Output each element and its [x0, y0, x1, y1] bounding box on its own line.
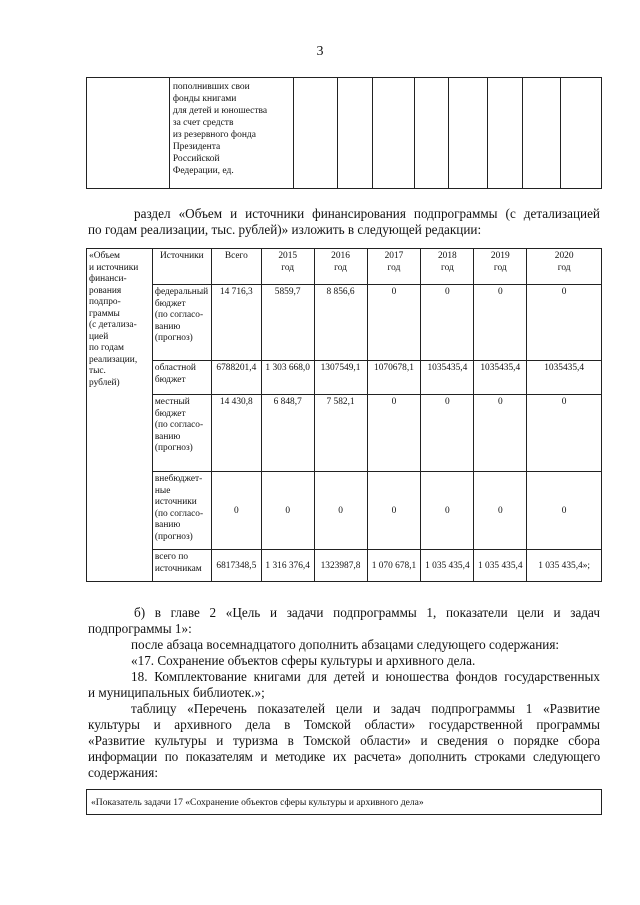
row-header-line: рублей): [89, 377, 120, 388]
row-header-line: (с детализа-: [89, 320, 137, 330]
top-table-line: из резервного фонда: [172, 130, 256, 140]
total-cell: 6817348,5: [211, 550, 261, 582]
value-cell: 1035435,4: [474, 361, 527, 395]
table-row: [87, 550, 602, 582]
paragraph2-line5: 18. Комплектование книгами для детей и юношества фондов государственных: [131, 669, 600, 684]
value-cell: 1307549,1: [314, 361, 367, 395]
paragraph2-line1: б) в главе 2 «Цель и задачи подпрограммы 1, показатели цели и задач: [134, 605, 600, 620]
header-year-2017: 2017 год: [367, 249, 421, 285]
top-table-line: Федерации, ед.: [172, 166, 234, 176]
header-year-2015: 2015 год: [261, 249, 314, 285]
paragraph2-line8: культуры и архивного дела в Томской области» государственной программы: [88, 717, 600, 732]
value-cell: 1035435,4: [421, 361, 474, 395]
source-cell: внебюджет- ные источники (по согласо- ванию (прогноз): [152, 472, 211, 550]
value-cell: 1070678,1: [367, 361, 421, 395]
value-cell: 0: [474, 395, 527, 472]
value-cell: 5859,7: [261, 285, 314, 361]
value-cell: 1 316 376,4: [261, 550, 314, 582]
paragraph1-line2: по годам реализации, тыс. рублей)» изложить в следующей редакции:: [88, 222, 482, 237]
source-cell: местный бюджет (по согласо- ванию (прогноз): [152, 395, 211, 472]
quote-box: [86, 789, 602, 815]
value-cell: 0: [367, 395, 421, 472]
value-cell: 1 303 668,0: [261, 361, 314, 395]
value-cell: 7 582,1: [314, 395, 367, 472]
value-cell: 0: [367, 472, 421, 550]
paragraph2-line3: после абзаца восемнадцатого дополнить абзацами следующего содержания:: [131, 637, 560, 652]
value-cell: 1 070 678,1: [367, 550, 421, 582]
top-table-cell: [561, 78, 602, 189]
value-cell: 0: [261, 472, 314, 550]
table-row: [87, 395, 602, 472]
top-table: [86, 77, 602, 189]
header-sources: Источники: [152, 249, 211, 285]
header-year-2016: 2016 год: [314, 249, 367, 285]
value-cell: 0: [474, 472, 527, 550]
value-cell: 0: [474, 285, 527, 361]
paragraph2-line10: информации по показателям и методике их расчета» дополнить строками следующего: [88, 749, 600, 764]
row-header-line: рования: [89, 285, 122, 296]
top-table-cell: [523, 78, 561, 189]
value-cell: 1 035 435,4: [421, 550, 474, 582]
source-cell: областной бюджет: [152, 361, 211, 395]
header-year-2018: 2018 год: [421, 249, 474, 285]
row-header-line: «Объем: [89, 251, 120, 261]
table-row: [87, 361, 602, 395]
total-cell: 0: [211, 472, 261, 550]
value-cell: 1035435,4: [527, 361, 602, 395]
top-table-line: для детей и юношества: [172, 106, 268, 116]
total-cell: 14 716,3: [211, 285, 261, 361]
paragraph2-line11: содержания:: [88, 765, 159, 780]
top-table-cell: [415, 78, 449, 189]
paragraph2-line7: таблицу «Перечень показателей цели и задач подпрограммы 1 «Развитие: [131, 701, 600, 716]
top-table-line: Президента: [172, 142, 221, 152]
top-table-cell: [373, 78, 415, 189]
value-cell: 0: [421, 472, 474, 550]
header-year-2020: 2020 год: [527, 249, 602, 285]
table-row: [87, 472, 602, 550]
row-header-line: подпро-: [89, 297, 121, 307]
paragraph2-line9: «Развитие культуры и туризма в Томской области» и сведения о порядке сбора: [88, 733, 600, 748]
total-cell: 6788201,4: [211, 361, 261, 395]
value-cell: 6 848,7: [261, 395, 314, 472]
top-table-cell: [337, 78, 373, 189]
value-cell: 0: [314, 472, 367, 550]
row-header-line: тыс.: [89, 366, 106, 376]
top-table-line: фонды книгами: [172, 94, 237, 104]
header-year-2019: 2019 год: [474, 249, 527, 285]
top-table-text-cell: [169, 78, 293, 189]
quote-box-text: «Показатель задачи 17 «Сохранение объектов сферы культуры и архивного дела»: [91, 797, 424, 808]
total-cell: 14 430,8: [211, 395, 261, 472]
top-table-line: Российской: [172, 154, 220, 164]
value-cell: 0: [527, 395, 602, 472]
paragraph1-line1: раздел «Объем и источники финансирования подпрограммы (с детализацией: [134, 206, 600, 221]
value-cell: 1323987,8: [314, 550, 367, 582]
value-cell: 0: [421, 395, 474, 472]
row-header-line: финанси-: [89, 274, 127, 284]
top-table-cell: [293, 78, 337, 189]
header-total: Всего: [211, 249, 261, 285]
value-cell: 1 035 435,4»;: [527, 550, 602, 582]
paragraph2-line6: и муниципальных библиотек.»;: [88, 685, 265, 700]
page-number: 3: [316, 44, 324, 59]
top-table-cell: [449, 78, 488, 189]
top-table-line: за счет средств: [172, 118, 234, 128]
table-row: [87, 285, 602, 361]
finance-row-header: [87, 249, 153, 582]
paragraph2-line2: подпрограммы 1»:: [88, 621, 192, 636]
paragraph2-line4: «17. Сохранение объектов сферы культуры и архивного дела.: [131, 653, 476, 668]
top-table-cell: [87, 78, 170, 189]
value-cell: 0: [527, 285, 602, 361]
value-cell: 0: [527, 472, 602, 550]
row-header-line: и источники: [89, 262, 139, 273]
value-cell: 8 856,6: [314, 285, 367, 361]
top-table-line: пополнивших свои: [172, 82, 250, 92]
row-header-line: по годам: [89, 343, 124, 353]
value-cell: 0: [421, 285, 474, 361]
value-cell: 0: [367, 285, 421, 361]
row-header-line: цией: [89, 331, 109, 342]
row-header-line: граммы: [89, 308, 120, 319]
value-cell: 1 035 435,4: [474, 550, 527, 582]
finance-table: [86, 248, 602, 582]
source-cell: всего по источникам: [152, 550, 211, 582]
row-header-line: реализации,: [89, 354, 138, 365]
source-cell: федеральный бюджет (по согласо- ванию (прогноз): [152, 285, 211, 361]
top-table-cell: [488, 78, 523, 189]
